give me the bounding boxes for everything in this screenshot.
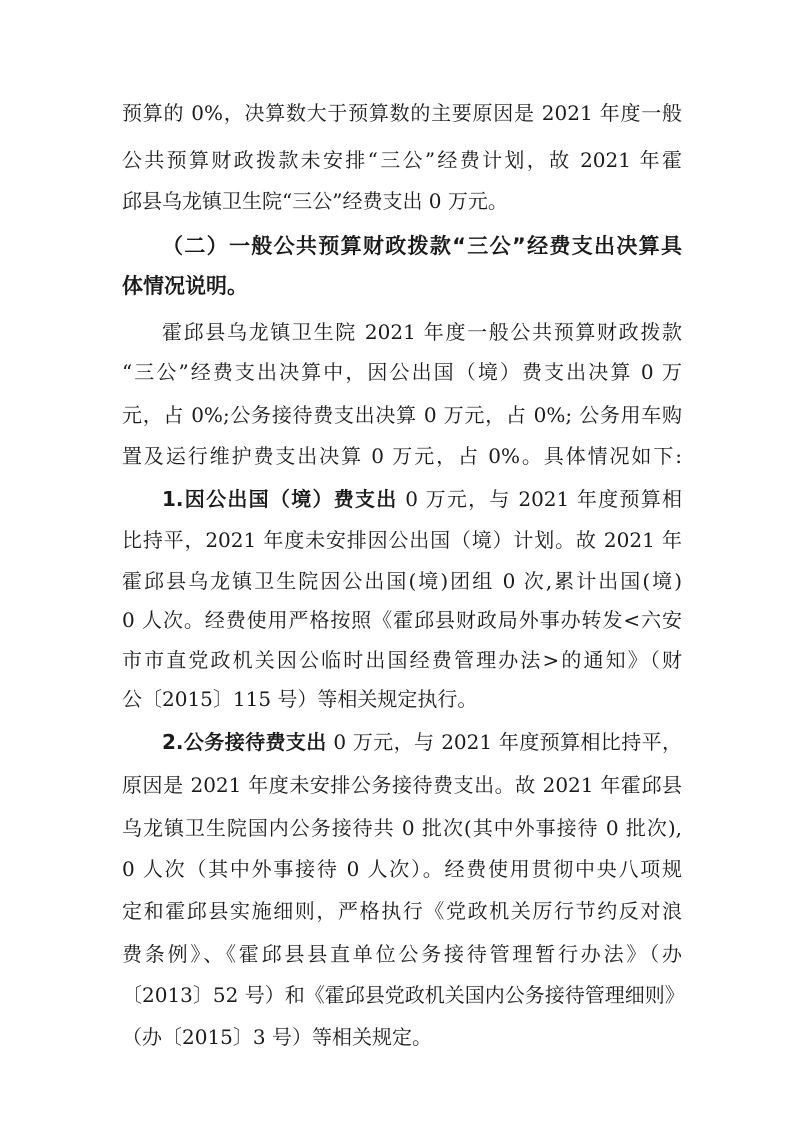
text-line: 乌龙镇卫生院国内公务接待共 0 批次(其中外事接待 0 批次), — [122, 816, 682, 840]
text-line: 置及运行维护费支出决算 0 万元，占 0%。具体情况如下: — [122, 444, 682, 468]
text-line: 公〔2015〕115 号）等相关规定执行。 — [122, 687, 478, 711]
item-label: 1.因公出国（境）费支出 — [162, 487, 398, 511]
text-line: 费条例》、《霍邱县县直单位公务接待管理暂行办法》（办 — [122, 942, 682, 966]
item-text: 0 万元，与 2021 年度预算相 — [397, 487, 682, 511]
text-line: 0 人次（其中外事接待 0 人次）。经费使用贯彻中央八项规 — [122, 857, 682, 881]
text-line: 邱县乌龙镇卫生院“三公”经费支出 0 万元。 — [122, 189, 508, 213]
text-line: 元，占 0%;公务接待费支出决算 0 万元，占 0%; 公务用车购 — [122, 403, 682, 427]
text-line: 市市直党政机关因公临时出国经费管理办法>的通知》（财 — [122, 648, 682, 672]
item-label: 2.公务接待费支出 — [162, 730, 327, 754]
text-line: “三公”经费支出决算中，因公出国（境）费支出决算 0 万 — [122, 360, 682, 384]
text-line: 〔2013〕52 号）和《霍邱县党政机关国内公务接待管理细则》 — [122, 983, 685, 1007]
text-line: 公共预算财政拨款未安排“三公”经费计划，故 2021 年霍 — [122, 148, 682, 172]
text-line: 原因是 2021 年度未安排公务接待费支出。故 2021 年霍邱县 — [122, 773, 682, 797]
section-heading-line: （二）一般公共预算财政拨款“三公”经费支出决算具 — [162, 234, 682, 258]
text-line: 比持平，2021 年度未安排因公出国（境）计划。故 2021 年 — [122, 528, 682, 552]
text-line: 定和霍邱县实施细则，严格执行《党政机关厉行节约反对浪 — [122, 899, 682, 923]
item-text: 0 万元，与 2021 年度预算相比持平， — [326, 730, 682, 754]
text-line: 预算的 0%，决算数大于预算数的主要原因是 2021 年度一般 — [122, 101, 682, 125]
text-line: 0 人次。经费使用严格按照《霍邱县财政局外事办转发<六安 — [122, 608, 682, 632]
text-line — [162, 722, 682, 762]
text-line: （办〔2015〕3 号）等相关规定。 — [122, 1025, 432, 1049]
section-heading-line: 体情况说明。 — [122, 274, 248, 298]
text-line: 霍邱县乌龙镇卫生院因公出国(境)团组 0 次,累计出国(境) — [122, 569, 682, 593]
text-line: 霍邱县乌龙镇卫生院 2021 年度一般公共预算财政拨款 — [162, 320, 682, 344]
text-line — [162, 479, 682, 519]
